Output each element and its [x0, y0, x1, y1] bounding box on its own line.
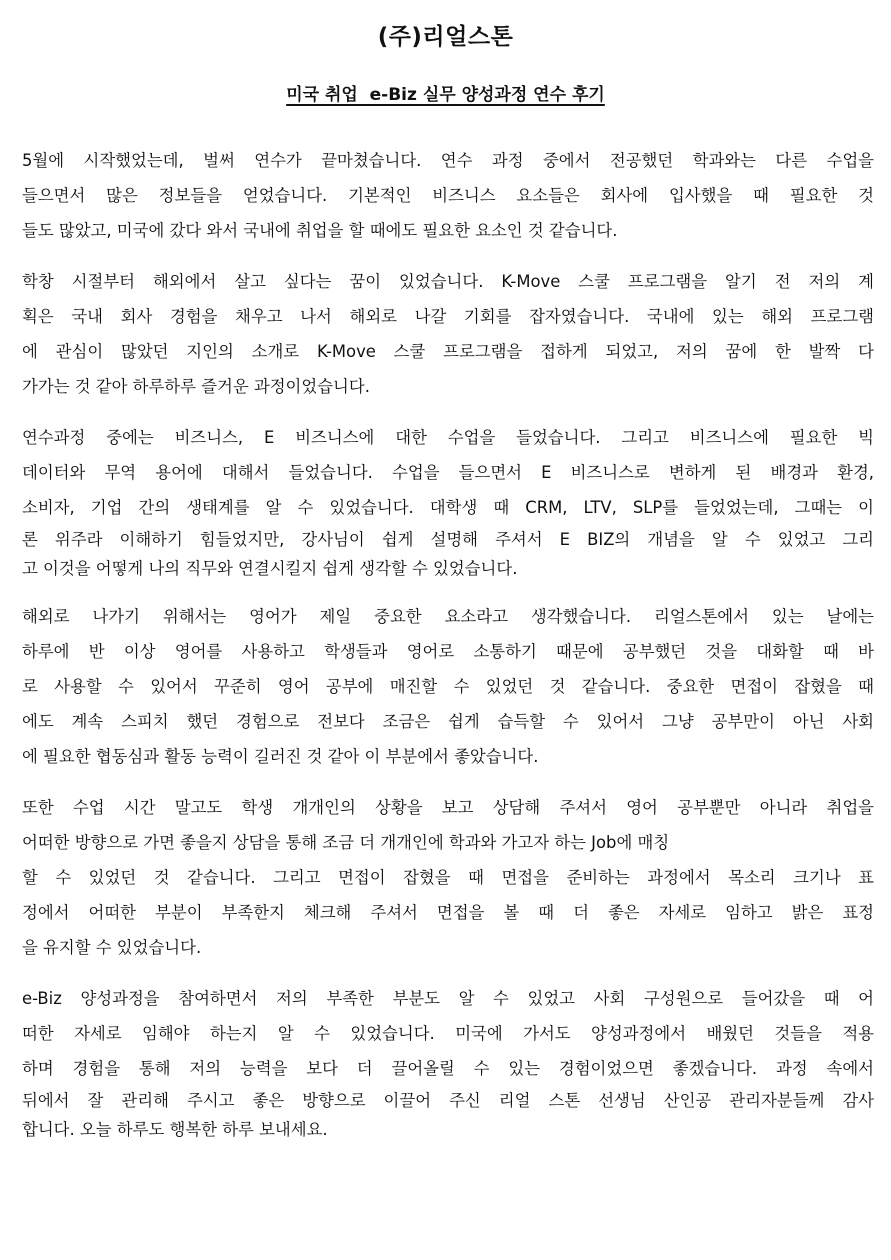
text-line: 을 유지할 수 있었습니다. — [22, 938, 202, 957]
paragraph-dream-abroad — [22, 264, 874, 404]
text-line: 하며 경험을 통해 저의 능력을 보다 더 끌어올릴 수 있는 경험이었으면 좋겠습니다. 과정 속에서 — [22, 1059, 874, 1078]
document-title — [0, 80, 891, 105]
text-line: 소비자, 기업 간의 생태계를 알 수 있었습니다. 대학생 때 CRM, LTV, SLP를 들었었는데, 그때는 이 — [22, 498, 874, 517]
text-line: 뒤에서 잘 관리해 주시고 좋은 방향으로 이끌어 주신 리얼 스톤 선생님 산인공 관리자분들께 감사 — [22, 1091, 874, 1110]
text-line: 정에서 어떠한 부분이 부족한지 체크해 주셔서 면접을 볼 때 더 좋은 자세로 임하고 밝은 표정 — [22, 903, 874, 922]
paragraph-english-study — [22, 599, 874, 774]
company-name: (주)리얼스톤 — [377, 24, 514, 50]
document-title-text: 미국 취업 e-Biz 실무 양성과정 연수 후기 — [286, 85, 605, 105]
text-line: 또한 수업 시간 말고도 학생 개개인의 상황을 보고 상담해 주셔서 영어 공부뿐만 아니라 취업을 — [22, 798, 874, 817]
paragraph-course-content — [22, 420, 874, 583]
text-line: 에 필요한 협동심과 활동 능력이 길러진 것 같아 이 부분에서 좋았습니다. — [22, 747, 539, 766]
text-line: 해외로 나가기 위해서는 영어가 제일 중요한 요소라고 생각했습니다. 리얼스톤에서 있는 날에는 — [22, 607, 874, 626]
text-line: 가가는 것 같아 하루하루 즐거운 과정이었습니다. — [22, 377, 370, 396]
document-body — [22, 143, 874, 1160]
text-line: 5월에 시작했었는데, 벌써 연수가 끝마쳤습니다. 연수 과정 중에서 전공했던 학과와는 다른 수업을 — [22, 151, 874, 170]
paragraph-closing — [22, 981, 874, 1144]
text-line: 론 위주라 이해하기 힘들었지만, 강사님이 쉽게 설명해 주셔서 E BIZ의 개념을 알 수 있었고 그리 — [22, 530, 874, 549]
text-line: 획은 국내 회사 경험을 채우고 나서 해외로 나갈 기회를 잡자였습니다. 국내에 있는 해외 프로그램 — [22, 307, 874, 326]
paragraph-start-of-course — [22, 143, 874, 248]
text-line: 에 관심이 많았던 지인의 소개로 K-Move 스쿨 프로그램을 접하게 되었고, 저의 꿈에 한 발짝 다 — [22, 342, 874, 361]
text-line: 들으면서 많은 정보들을 얻었습니다. 기본적인 비즈니스 요소들은 회사에 입사했을 때 필요한 것 — [22, 186, 874, 205]
text-line: 로 사용할 수 있어서 꾸준히 영어 공부에 매진할 수 있었던 것 같습니다. 중요한 면접이 잡혔을 때 — [22, 677, 874, 696]
text-line: 하루에 반 이상 영어를 사용하고 학생들과 영어로 소통하기 때문에 공부했던 것을 대화할 때 바 — [22, 642, 874, 661]
text-line: 학창 시절부터 해외에서 살고 싶다는 꿈이 있었습니다. K-Move 스쿨 프로그램을 알기 전 저의 계 — [22, 272, 874, 291]
text-line: 어떠한 방향으로 가면 좋을지 상담을 통해 조금 더 개개인에 학과와 가고자 하는 Job에 매칭 — [22, 833, 670, 852]
text-line: 고 이것을 어떻게 나의 직무와 연결시킬지 쉽게 생각할 수 있었습니다. — [22, 559, 518, 578]
text-line: 합니다. 오늘 하루도 행복한 하루 보내세요. — [22, 1120, 328, 1139]
text-line: 데이터와 무역 용어에 대해서 들었습니다. 수업을 들으면서 E 비즈니스로 변하게 된 배경과 환경, — [22, 463, 874, 482]
text-line: 에도 계속 스피치 했던 경험으로 전보다 조금은 쉽게 습득할 수 있어서 그냥 공부만이 아닌 사회 — [22, 712, 874, 731]
paragraph-counseling — [22, 790, 874, 965]
text-line: e-Biz 양성과정을 참여하면서 저의 부족한 부분도 알 수 있었고 사회 구성원으로 들어갔을 때 어 — [22, 989, 874, 1008]
text-line: 연수과정 중에는 비즈니스, E 비즈니스에 대한 수업을 들었습니다. 그리고 비즈니스에 필요한 빅 — [22, 428, 874, 447]
text-line: 할 수 있었던 것 같습니다. 그리고 면접이 잡혔을 때 면접을 준비하는 과정에서 목소리 크기나 표 — [22, 868, 874, 887]
text-line: 들도 많았고, 미국에 갔다 와서 국내에 취업을 할 때에도 필요한 요소인 것 같습니다. — [22, 221, 618, 240]
text-line: 떠한 자세로 임해야 하는지 알 수 있었습니다. 미국에 가서도 양성과정에서 배웠던 것들을 적용 — [22, 1024, 874, 1043]
